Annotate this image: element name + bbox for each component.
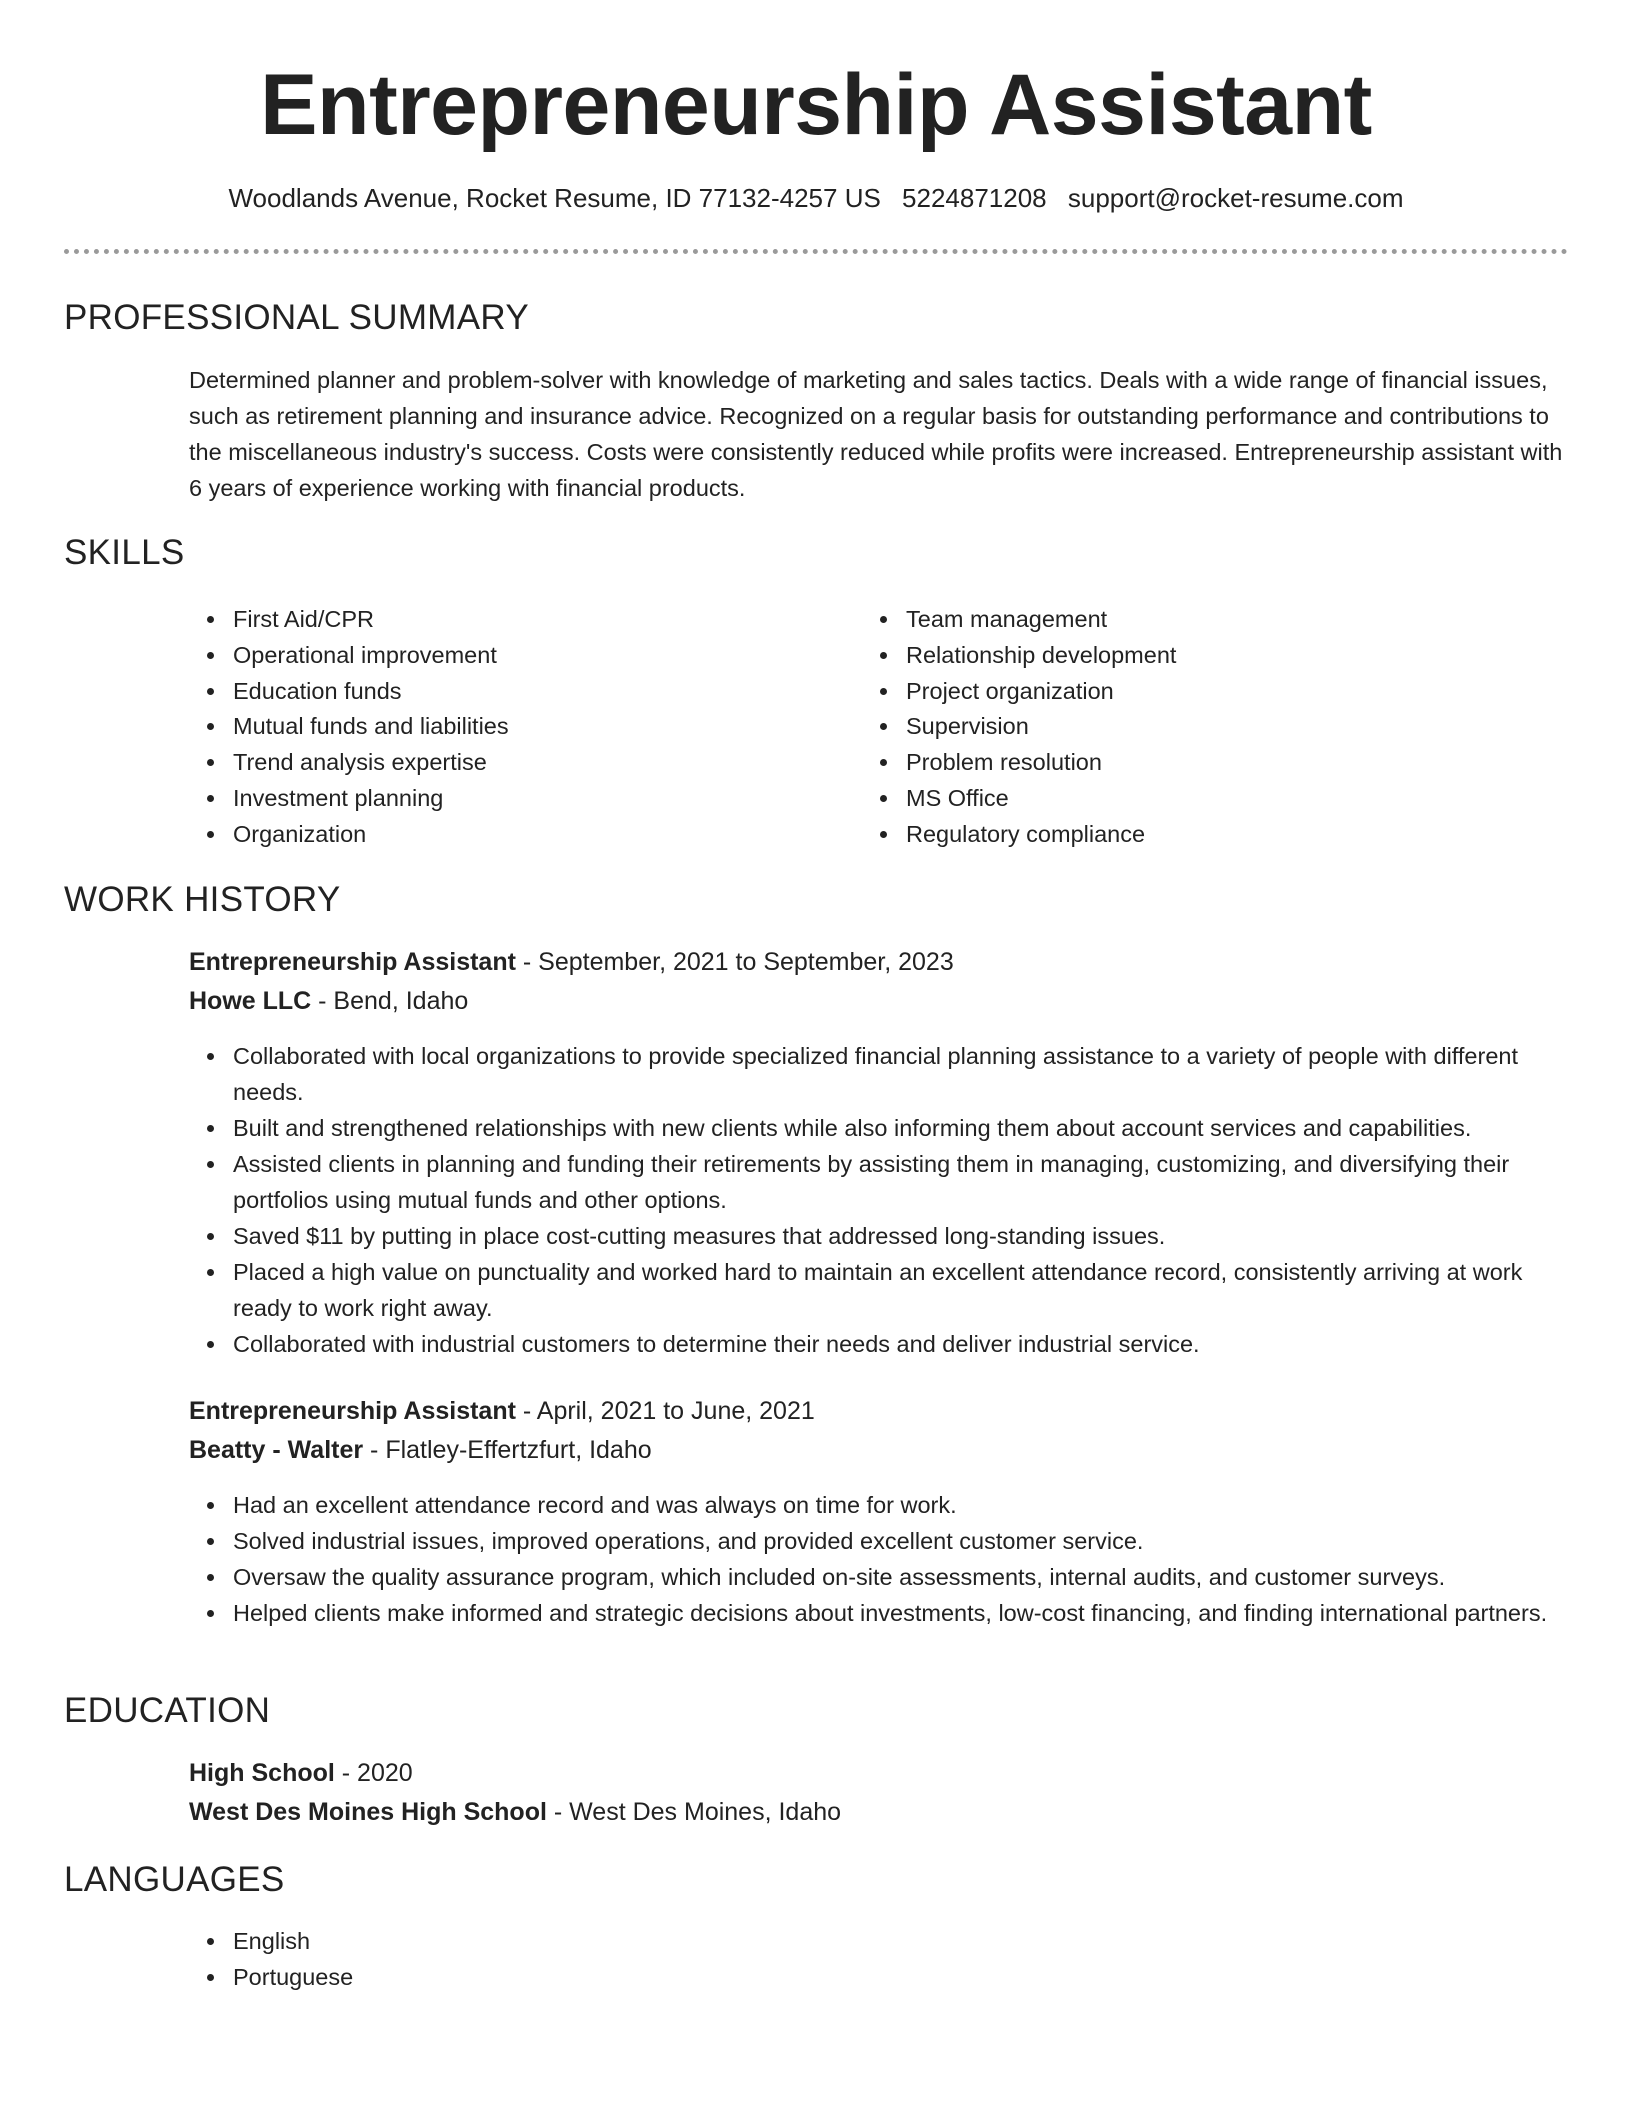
duty-item: Saved $11 by putting in place cost-cutting measures that addressed long-standing issues. xyxy=(189,1218,1579,1254)
job-role: Entrepreneurship Assistant xyxy=(189,1397,516,1425)
skill-item: Problem resolution xyxy=(862,744,1502,780)
duty-item: Solved industrial issues, improved operations, and provided excellent customer service. xyxy=(189,1523,1579,1559)
skill-item: Trend analysis expertise xyxy=(189,744,829,780)
language-item: English xyxy=(189,1923,1579,1959)
education-school: West Des Moines High School xyxy=(189,1798,547,1826)
education-year: - 2020 xyxy=(334,1759,413,1787)
duty-item: Had an excellent attendance record and was always on time for work. xyxy=(189,1487,1579,1523)
duty-item: Assisted clients in planning and funding their retirements by assisting them in managing, customizing, and diversifying their portfolios using mutual funds and other options. xyxy=(189,1146,1579,1218)
job-company-line xyxy=(189,982,468,1020)
job-title-line xyxy=(189,943,954,981)
contact-address: Woodlands Avenue, Rocket Resume, ID 77132-4257 US xyxy=(228,183,881,213)
summary-text: Determined planner and problem-solver with knowledge of marketing and sales tactics. Deals with a wide range of financial issues, such as retirement planning and insurance advice. Recognized on a regular basis for outstanding performance and contributions to the miscellaneous industry's success. Costs were consistently reduced while profits were increased. Entrepreneurship assistant with 6 years of experience working with financial products. xyxy=(189,367,1563,501)
job-company: Howe LLC xyxy=(189,987,312,1015)
skill-item: Supervision xyxy=(862,708,1502,744)
job-duties-list xyxy=(189,1038,1579,1362)
job-title-line xyxy=(189,1392,815,1430)
skills-heading: SKILLS xyxy=(64,533,185,572)
job-location: - Flatley-Effertzfurt, Idaho xyxy=(363,1436,652,1464)
job-role: Entrepreneurship Assistant xyxy=(189,948,516,976)
duty-item: Helped clients make informed and strategic decisions about investments, low-cost financing, and finding international partners. xyxy=(189,1595,1579,1631)
skill-item: Education funds xyxy=(189,673,829,709)
duty-item: Collaborated with local organizations to provide specialized financial planning assistance to a variety of people with different needs. xyxy=(189,1038,1579,1110)
summary-heading: PROFESSIONAL SUMMARY xyxy=(64,298,529,337)
job-location: - Bend, Idaho xyxy=(311,987,469,1015)
work-heading: WORK HISTORY xyxy=(64,880,341,919)
languages-heading: LANGUAGES xyxy=(64,1860,285,1899)
skill-item: Investment planning xyxy=(189,780,829,816)
skill-item: Organization xyxy=(189,816,829,852)
skill-item: Relationship development xyxy=(862,637,1502,673)
skill-item: First Aid/CPR xyxy=(189,601,829,637)
skill-item: Team management xyxy=(862,601,1502,637)
skills-list-left xyxy=(189,601,829,852)
skill-item: Regulatory compliance xyxy=(862,816,1502,852)
education-degree-line xyxy=(189,1754,413,1792)
skill-item: Mutual funds and liabilities xyxy=(189,708,829,744)
contact-email: support@rocket-resume.com xyxy=(1067,183,1404,213)
language-item: Portuguese xyxy=(189,1959,1579,1995)
education-degree: High School xyxy=(189,1759,335,1787)
skill-item: Operational improvement xyxy=(189,637,829,673)
job-company-line xyxy=(189,1431,652,1469)
resume-name: Entrepreneurship Assistant xyxy=(260,57,1372,153)
contact-line xyxy=(0,180,1632,216)
duty-item: Oversaw the quality assurance program, which included on-site assessments, internal audits, and customer surveys. xyxy=(189,1559,1579,1595)
duty-item: Built and strengthened relationships with new clients while also informing them about account services and capabilities. xyxy=(189,1110,1579,1146)
skills-list-right xyxy=(862,601,1502,852)
header-divider xyxy=(64,249,1568,254)
job-duties-list xyxy=(189,1487,1579,1631)
languages-list xyxy=(189,1923,1579,1995)
job-dates: - April, 2021 to June, 2021 xyxy=(515,1397,815,1425)
skill-item: MS Office xyxy=(862,780,1502,816)
job-dates: - September, 2021 to September, 2023 xyxy=(515,948,954,976)
skill-item: Project organization xyxy=(862,673,1502,709)
education-location: - West Des Moines, Idaho xyxy=(546,1798,842,1826)
education-heading: EDUCATION xyxy=(64,1691,271,1730)
job-company: Beatty - Walter xyxy=(189,1436,364,1464)
duty-item: Placed a high value on punctuality and worked hard to maintain an excellent attendance record, consistently arriving at work ready to work right away. xyxy=(189,1254,1579,1326)
education-school-line xyxy=(189,1793,841,1831)
contact-phone: 5224871208 xyxy=(902,183,1047,213)
duty-item: Collaborated with industrial customers to determine their needs and deliver industrial service. xyxy=(189,1326,1579,1362)
